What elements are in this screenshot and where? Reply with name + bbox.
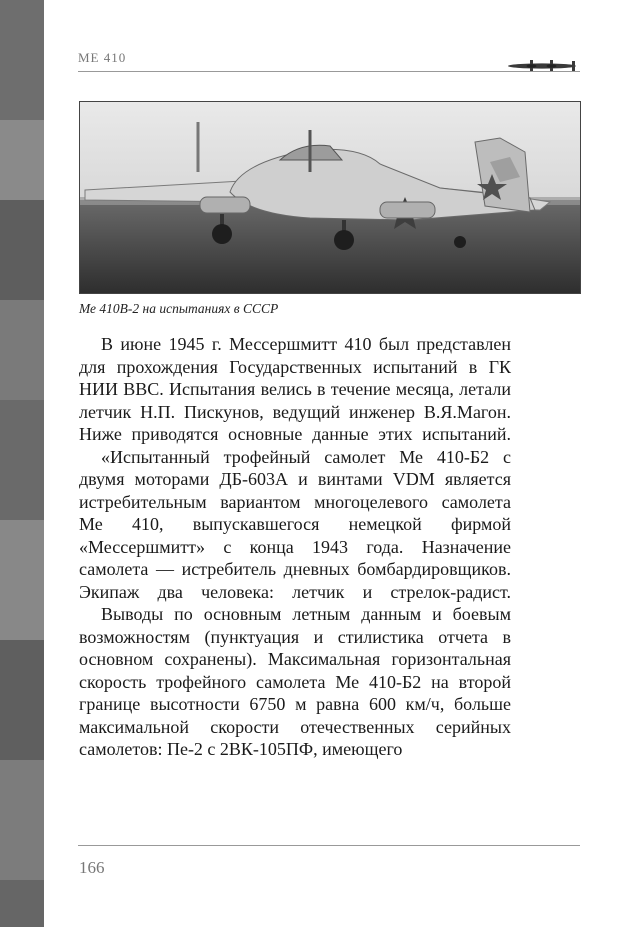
paragraph: В июне 1945 г. Мессершмитт 410 был представлен для прохождения Государственных испытаний в ГК НИИ ВВС. Испытания велись в течение месяца, летали летчик Н.П. Пискунов, ведущий инженер В.Я.Магон. Ниже приводятся основные данные этих испытаний.	[79, 334, 511, 444]
aircraft-photo	[79, 101, 581, 294]
paragraph: «Испытанный трофейный самолет Ме 410-Б2 с двумя моторами ДБ-603А и винтами VDM является истребительным вариантом многоцелевого самолета Ме 410, выпускавшегося немецкой фирмой «Мессершмитт» с конца 1943 года. Назначение самолета — истребитель дневных бомбардировщиков. Экипаж два человека: летчик и стрелок-радист.	[79, 446, 511, 602]
running-header: ME 410	[78, 50, 127, 65]
header-rule	[78, 71, 580, 72]
page-edge-strip	[0, 0, 44, 927]
footer-rule	[78, 845, 580, 846]
paragraph: Выводы по основным летным данным и боевым возможностям (пунктуация и стилистика отчета в основном сохранены). Максимальная горизонтальная скорость трофейного самолета Ме 410-Б2 на второй границе высотности 6750 м равна 600 км/ч, больше максимальной скорости отечественных серийных самолетов: Пе-2 с 2ВК-105ПФ, имеющего	[79, 604, 511, 759]
figure-caption: Ме 410В-2 на испытаниях в СССР	[79, 301, 279, 316]
body-text	[79, 333, 511, 761]
page-number: 166	[79, 858, 105, 877]
